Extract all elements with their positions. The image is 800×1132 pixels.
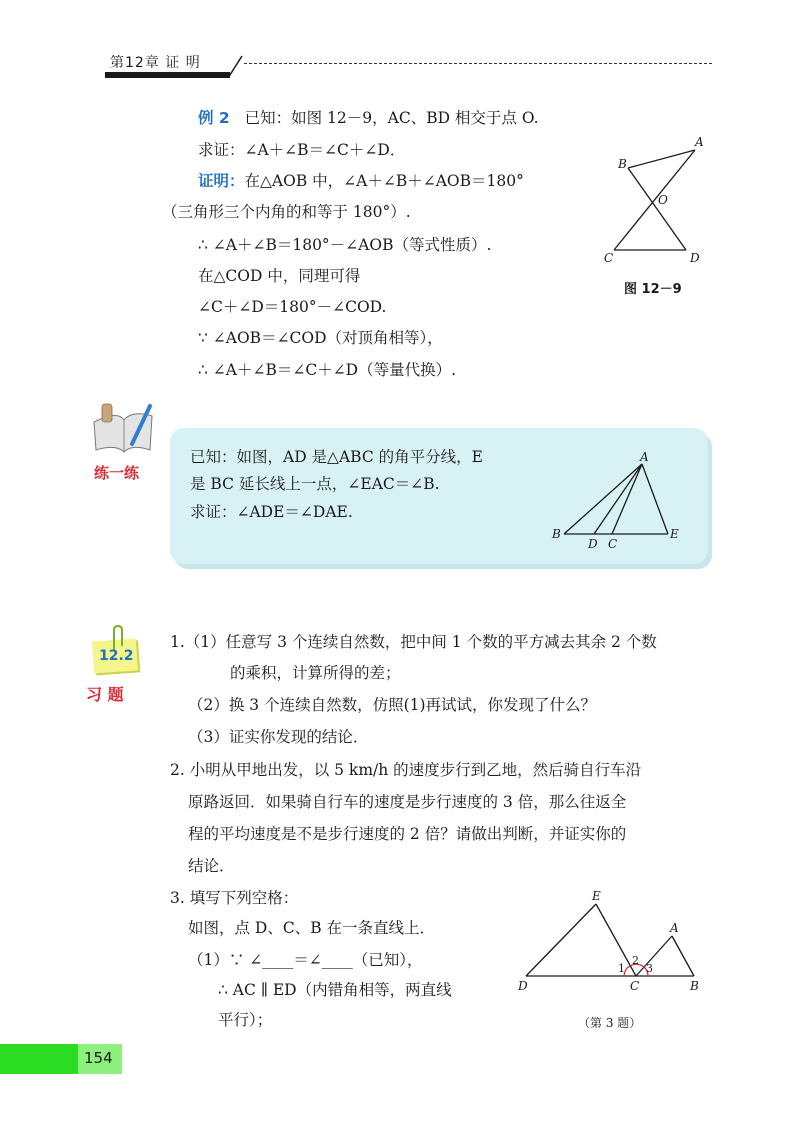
exercise-badge-label: 习 题 bbox=[86, 685, 124, 704]
exercise-line-6: 原路返回．如果骑自行车的速度是步行速度的 3 倍，那么往返全 bbox=[188, 793, 627, 811]
q3-label-b: B bbox=[690, 979, 699, 993]
exercise-line-1: 1.（1）任意写 3 个连续自然数，把中间 1 个数的平方减去其余 2 个数 bbox=[170, 633, 657, 651]
fig-label-o: O bbox=[658, 193, 668, 207]
figure-12-9-caption: 图 12－9 bbox=[624, 282, 682, 297]
exercise-line-5: 2. 小明从甲地出发，以 5 km/h 的速度步行到乙地，然后骑自行车沿 bbox=[170, 761, 642, 779]
practice-label-e: E bbox=[670, 527, 679, 541]
header-dashed-rule bbox=[244, 63, 712, 64]
example-given-line bbox=[198, 108, 539, 128]
q3-label-c: C bbox=[630, 979, 640, 993]
header-slash bbox=[226, 52, 246, 80]
proof-line-6: ∵ ∠AOB＝∠COD（对顶角相等）， bbox=[198, 329, 443, 347]
example-tag: 例 2 bbox=[198, 109, 230, 127]
proof-line-5: ∠C＋∠D＝180°－∠COD. bbox=[198, 298, 387, 316]
practice-notebook-icon bbox=[88, 400, 158, 458]
q3-label-d: D bbox=[518, 979, 528, 993]
practice-badge: 练一练 bbox=[94, 464, 140, 482]
question-3-caption: （第 3 题） bbox=[578, 1016, 642, 1030]
page-header bbox=[0, 0, 800, 90]
exercise-line-7: 程的平均速度是不是步行速度的 2 倍？请做出判断，并证实你的 bbox=[188, 825, 627, 843]
q3-label-2: 2 bbox=[632, 954, 639, 967]
exercise-line-13: 平行）； bbox=[218, 1011, 273, 1029]
practice-label-a: A bbox=[640, 450, 649, 464]
q3-label-e: E bbox=[592, 889, 601, 903]
fig-label-a: A bbox=[695, 135, 704, 149]
practice-line-3: 求证：∠ADE＝∠DAE. bbox=[190, 503, 353, 521]
practice-line-1: 已知：如图，AD 是△ABC 的角平分线，E bbox=[190, 448, 483, 466]
exercise-line-4: （3）证实你发现的结论． bbox=[188, 728, 369, 746]
example-given: 已知：如图 12－9，AC、BD 相交于点 O. bbox=[244, 109, 539, 127]
proof-line-2: （三角形三个内角的和等于 180°）. bbox=[162, 203, 411, 221]
practice-label-c: C bbox=[608, 537, 618, 550]
question-3-figure bbox=[512, 888, 712, 998]
proof-line-7: ∴ ∠A＋∠B＝∠C＋∠D（等量代换）. bbox=[198, 361, 457, 379]
chapter-title: 第12章 证 明 bbox=[110, 55, 201, 71]
q3-label-1: 1 bbox=[618, 962, 625, 975]
exercise-line-8: 结论． bbox=[188, 857, 235, 875]
exercise-line-3: （2）换 3 个连续自然数，仿照(1)再试试，你发现了什么？ bbox=[188, 696, 597, 714]
exercise-line-10: 如图，点 D、C、B 在一条直线上． bbox=[188, 919, 436, 937]
figure-12-9 bbox=[600, 132, 720, 272]
exercise-line-9: 3. 填写下列空格： bbox=[170, 889, 299, 907]
page-number: 154 bbox=[84, 1049, 113, 1067]
practice-label-b: B bbox=[552, 527, 561, 541]
q3-label-a: A bbox=[670, 921, 679, 935]
fig-label-c: C bbox=[604, 251, 614, 265]
proof-line-1: 证明：在△AOB 中，∠A＋∠B＋∠AOB＝180° bbox=[198, 172, 524, 190]
practice-label-d: D bbox=[588, 537, 598, 550]
proof-tag: 证明： bbox=[198, 172, 245, 190]
exercise-line-12: ∴ AC ∥ ED（内错角相等，两直线 bbox=[218, 981, 452, 999]
exercise-badge-number: 12.2 bbox=[99, 648, 134, 664]
fig-label-d: D bbox=[690, 251, 700, 265]
header-underline bbox=[105, 72, 230, 78]
proof-line-4: 在△COD 中，同理可得 bbox=[198, 267, 361, 285]
exercise-line-11: （1）∵ ∠____＝∠____（已知）， bbox=[188, 951, 423, 969]
q3-label-3: 3 bbox=[646, 962, 653, 975]
exercise-line-2: 的乘积，计算所得的差； bbox=[230, 664, 401, 682]
practice-figure bbox=[548, 450, 688, 550]
proof-line-3: ∴ ∠A＋∠B＝180°－∠AOB（等式性质）. bbox=[198, 236, 492, 254]
fig-label-b: B bbox=[618, 157, 627, 171]
practice-line-2: 是 BC 延长线上一点，∠EAC＝∠B. bbox=[190, 475, 440, 493]
example-prove: 求证：∠A＋∠B＝∠C＋∠D． bbox=[198, 141, 406, 159]
